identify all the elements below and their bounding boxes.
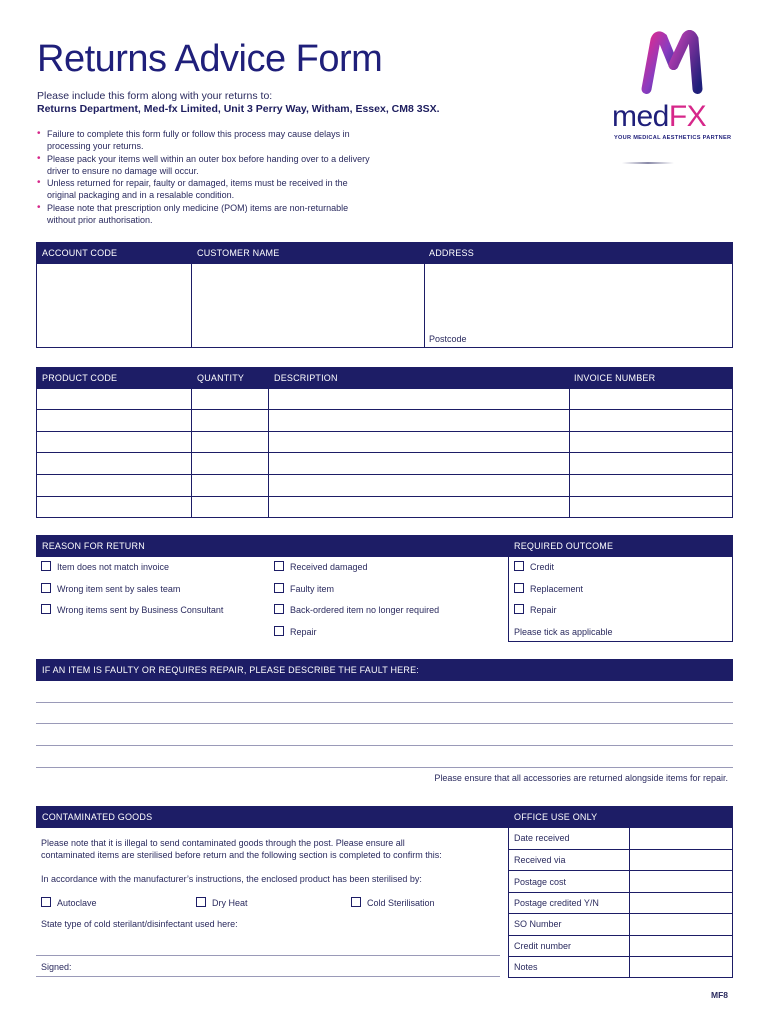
checkbox-wrong-item-consultant[interactable] — [41, 604, 51, 614]
sterilised-statement: In accordance with the manufacturer’s instructions, the enclosed product has been sterilised by: — [41, 874, 422, 884]
checkbox-autoclave[interactable] — [41, 897, 51, 907]
checkbox-faulty-item[interactable] — [274, 583, 284, 593]
logo-divider — [622, 162, 674, 164]
instruction-item: • Unless returned for repair, faulty or damaged, items must be received in the original packaging and in a resalable condition. — [37, 177, 377, 202]
checkbox-received-damaged[interactable] — [274, 561, 284, 571]
instruction-item: • Failure to complete this form fully or follow this process may cause delays in processing your returns. — [37, 128, 377, 153]
row-divider — [36, 452, 733, 453]
office-row-label: Credit number — [514, 941, 572, 951]
product-header — [36, 367, 733, 389]
outcome-label: Replacement — [530, 584, 584, 594]
checkbox-credit[interactable] — [514, 561, 524, 571]
logo-wordmark: medFX — [612, 100, 707, 133]
header-account-code: ACCOUNT CODE — [42, 248, 118, 258]
checkbox-cold-sterilisation[interactable] — [351, 897, 361, 907]
divider — [191, 388, 192, 518]
page-title: Returns Advice Form — [37, 38, 383, 80]
office-row-label: Received via — [514, 855, 566, 865]
product-table — [36, 388, 733, 518]
return-address: Returns Department, Med-fx Limited, Unit 3 Perry Way, Witham, Essex, CM8 3SX. — [37, 103, 440, 115]
header-address: ADDRESS — [429, 248, 474, 258]
signature-line[interactable] — [36, 976, 500, 977]
tick-note: Please tick as applicable — [514, 627, 613, 637]
customer-header — [36, 242, 733, 264]
instructions-list — [37, 128, 377, 226]
checkbox-replacement[interactable] — [514, 583, 524, 593]
checkbox-dry-heat[interactable] — [196, 897, 206, 907]
row-divider — [508, 870, 733, 871]
reason-label: Item does not match invoice — [57, 562, 170, 572]
sterilisation-label: Dry Heat — [212, 898, 248, 908]
intro-instruction: Please include this form along with your returns to: — [37, 90, 273, 102]
office-row-label: Postage credited Y/N — [514, 898, 599, 908]
row-divider — [508, 913, 733, 914]
row-divider — [36, 409, 733, 410]
fault-line[interactable] — [36, 745, 733, 746]
header-outcome: REQUIRED OUTCOME — [514, 541, 614, 551]
outcome-label: Credit — [530, 562, 555, 572]
sterilant-line[interactable] — [36, 955, 500, 956]
header-quantity: QUANTITY — [197, 373, 245, 383]
reason-label: Back-ordered item no longer required — [290, 605, 440, 615]
account-code-field[interactable] — [37, 264, 190, 347]
checkbox-repair-outcome[interactable] — [514, 604, 524, 614]
accessories-note: Please ensure that all accessories are returned alongside items for repair. — [434, 773, 728, 783]
office-row-label: Postage cost — [514, 877, 567, 887]
reason-label: Received damaged — [290, 562, 368, 572]
instruction-item: • Please pack your items well within an outer box before handing over to a delivery driver to ensure no damage will occur. — [37, 153, 377, 178]
row-divider — [508, 849, 733, 850]
sterilisation-label: Autoclave — [57, 898, 97, 908]
address-field[interactable] — [425, 264, 732, 347]
row-divider — [508, 935, 733, 936]
reason-label: Wrong items sent by Business Consultant — [57, 605, 224, 615]
sterilisation-label: Cold Sterilisation — [367, 898, 435, 908]
divider — [268, 388, 269, 518]
checkbox-item-mismatch[interactable] — [41, 561, 51, 571]
logo-tagline: YOUR MEDICAL AESTHETICS PARTNER — [614, 135, 732, 141]
row-divider — [36, 496, 733, 497]
header-description: DESCRIPTION — [274, 373, 338, 383]
header-fault: IF AN ITEM IS FAULTY OR REQUIRES REPAIR, PLEASE DESCRIBE THE FAULT HERE: — [42, 665, 419, 675]
signed-label: Signed: — [41, 962, 72, 972]
contaminated-header — [36, 806, 733, 828]
checkbox-wrong-item-sales[interactable] — [41, 583, 51, 593]
fault-line[interactable] — [36, 723, 733, 724]
sterilant-label: State type of cold sterilant/disinfectant used here: — [41, 919, 238, 929]
reason-header — [36, 535, 733, 557]
office-row-label: SO Number — [514, 919, 562, 929]
contaminated-note: Please note that it is illegal to send contaminated goods through the post. Please ensure all — [41, 838, 405, 848]
medfx-logo-icon — [608, 30, 738, 100]
outcome-label: Repair — [530, 605, 557, 615]
office-row-label: Notes — [514, 962, 538, 972]
checkbox-back-ordered[interactable] — [274, 604, 284, 614]
postcode-label: Postcode — [429, 334, 467, 344]
fault-header — [36, 659, 733, 681]
checkbox-repair-reason[interactable] — [274, 626, 284, 636]
row-divider — [36, 431, 733, 432]
instruction-item: • Please note that prescription only medicine (POM) items are non-returnable without prior authorisation. — [37, 202, 377, 227]
header-invoice-number: INVOICE NUMBER — [574, 373, 656, 383]
customer-name-field[interactable] — [192, 264, 423, 347]
fault-line[interactable] — [36, 702, 733, 703]
reason-label: Wrong item sent by sales team — [57, 584, 181, 594]
fault-line[interactable] — [36, 767, 733, 768]
contaminated-note: contaminated items are sterilised before return and the following section is completed to confirm this: — [41, 850, 442, 860]
row-divider — [508, 892, 733, 893]
form-code: MF8 — [711, 990, 728, 1000]
header-customer-name: CUSTOMER NAME — [197, 248, 280, 258]
header-reason: REASON FOR RETURN — [42, 541, 145, 551]
divider — [569, 388, 570, 518]
header-office-use: OFFICE USE ONLY — [514, 812, 598, 822]
reason-label: Faulty item — [290, 584, 335, 594]
row-divider — [36, 474, 733, 475]
office-row-label: Date received — [514, 833, 570, 843]
reason-label: Repair — [290, 627, 317, 637]
header-contaminated: CONTAMINATED GOODS — [42, 812, 153, 822]
row-divider — [508, 956, 733, 957]
header-product-code: PRODUCT CODE — [42, 373, 118, 383]
